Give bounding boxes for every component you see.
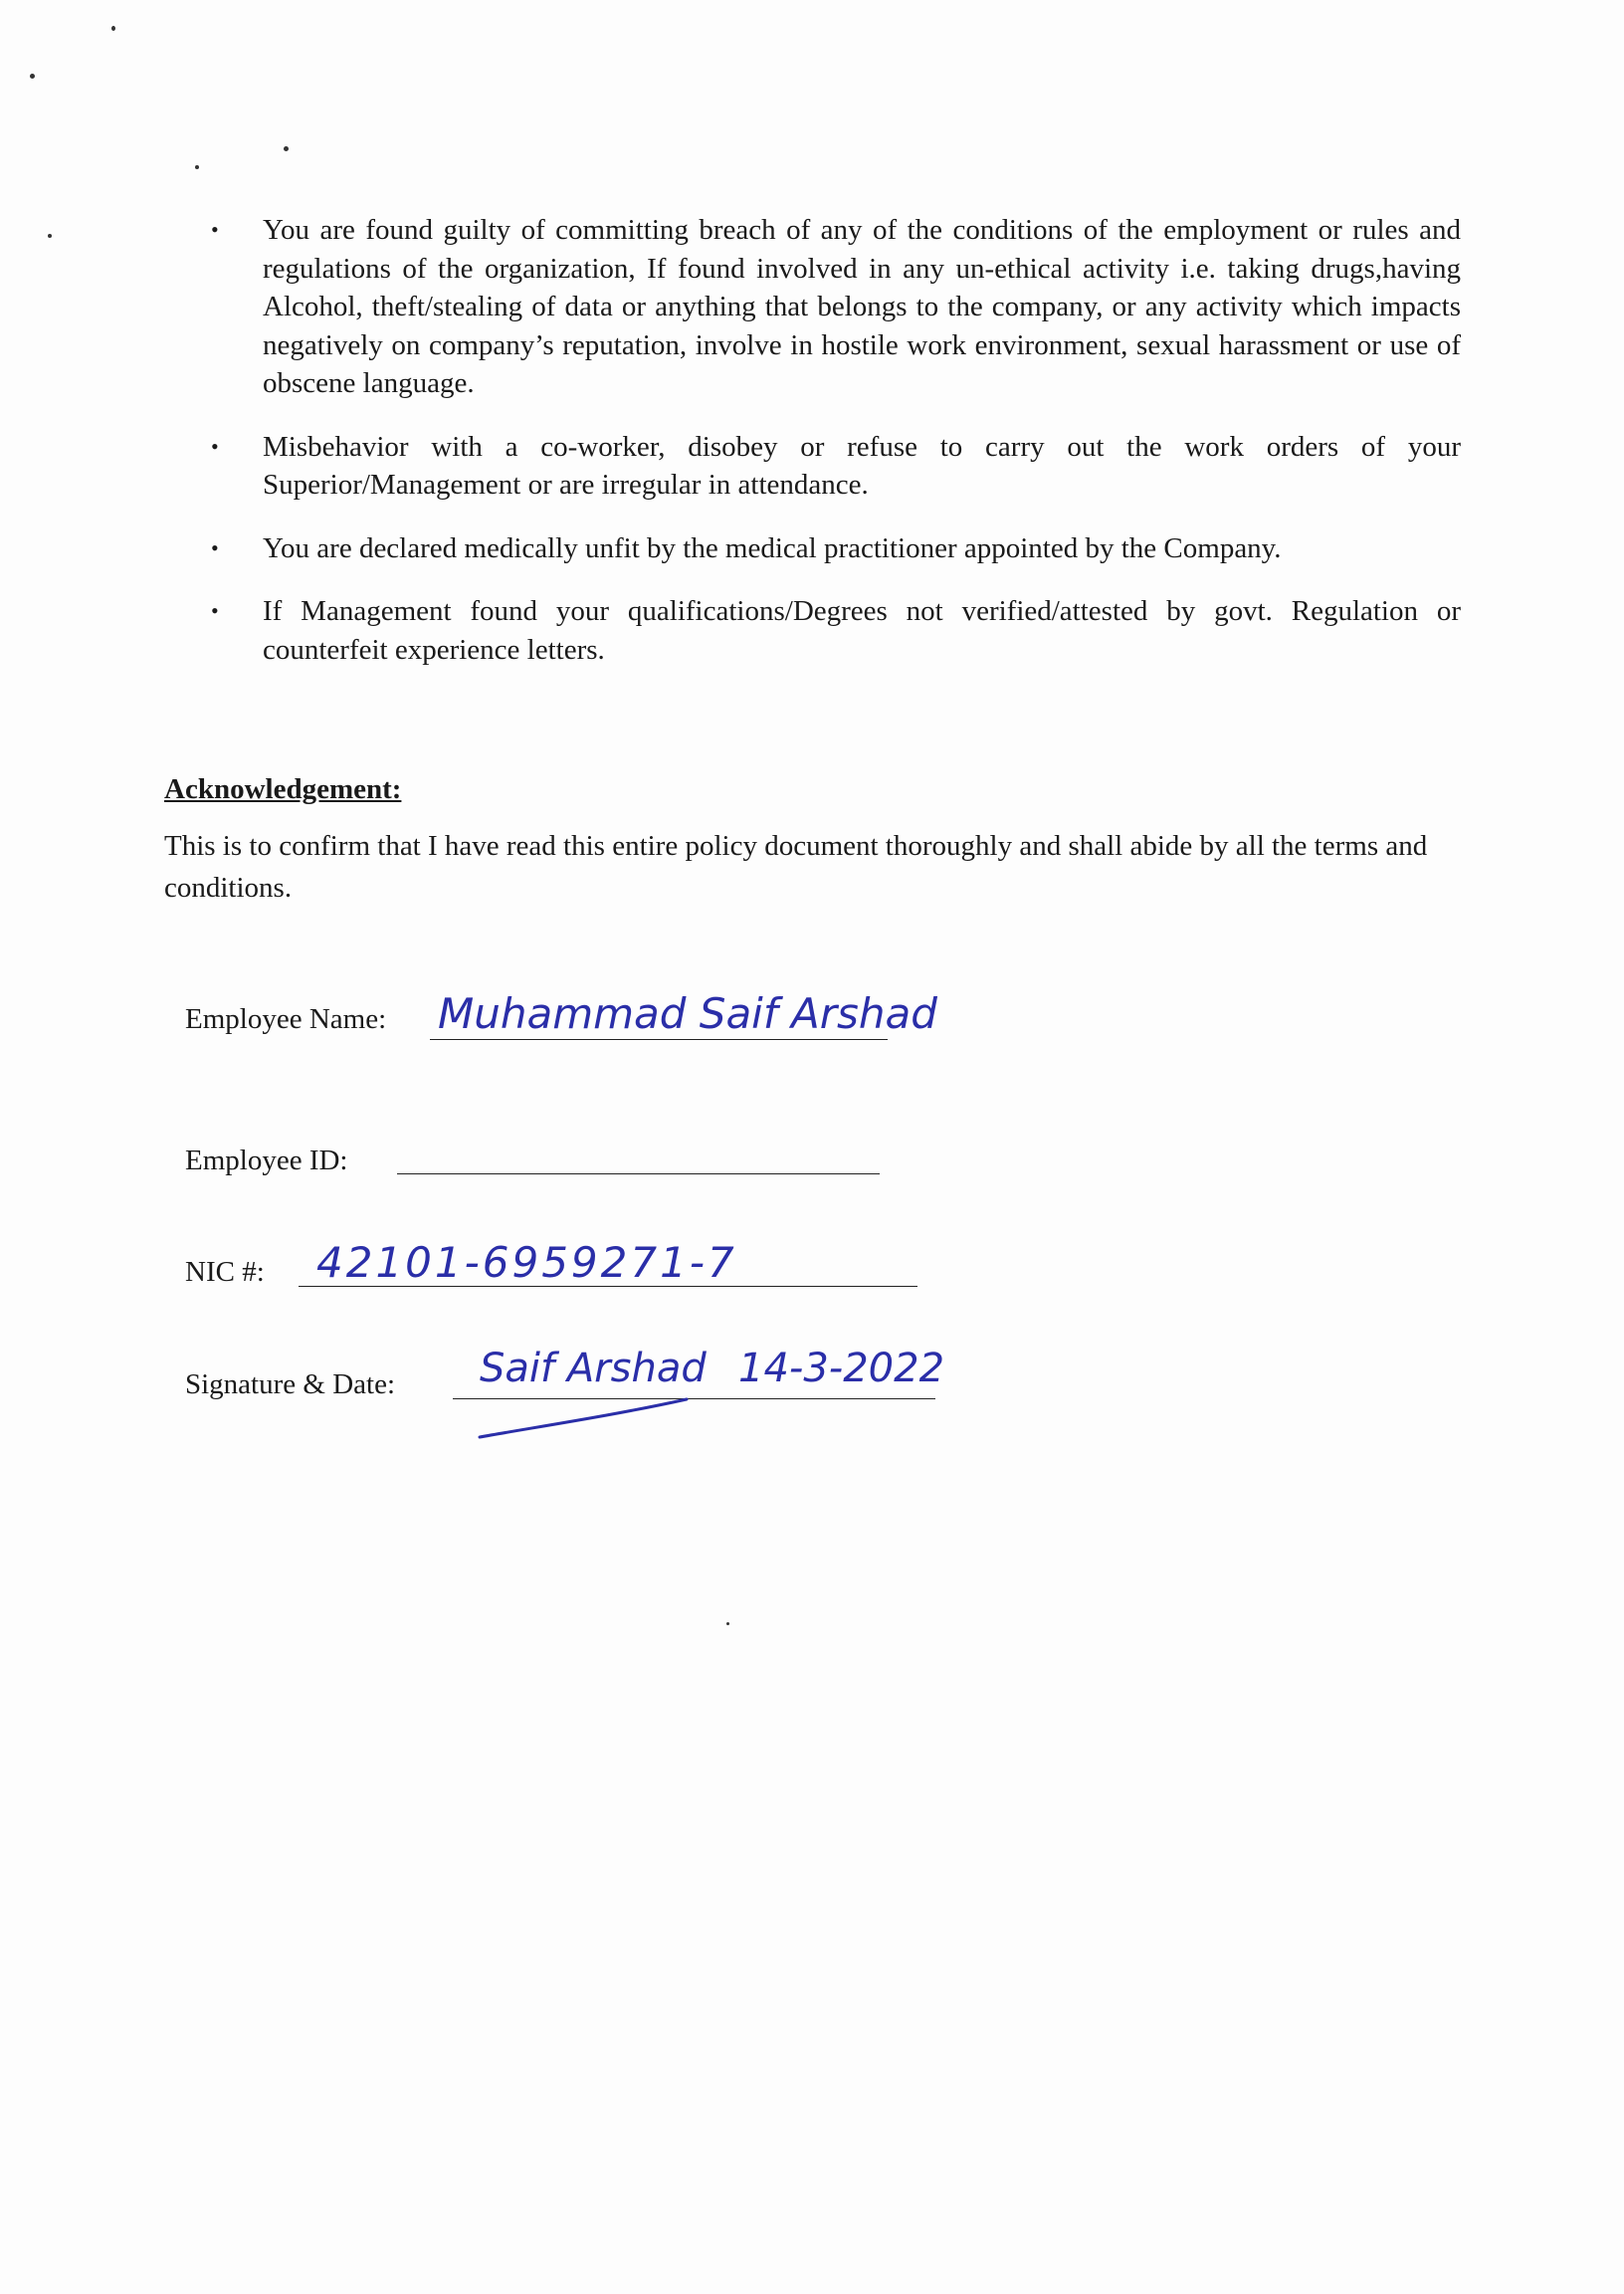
- list-item: [211, 211, 1461, 403]
- scan-speck: [30, 74, 35, 79]
- acknowledgement-text: This is to confirm that I have read this entire policy document thoroughly and shall abide by all the terms and conditions.: [164, 830, 1428, 904]
- scan-speck: [726, 1622, 729, 1625]
- scan-speck: [284, 146, 289, 151]
- employee-name-line: [430, 1039, 888, 1040]
- bullet-icon: •: [211, 534, 219, 560]
- conditions-list: [211, 211, 1461, 694]
- employee-id-label: Employee ID:: [185, 1145, 348, 1176]
- acknowledgement-heading: Acknowledgement:: [164, 773, 402, 805]
- bullet-text: Misbehavior with a co-worker, disobey or refuse to carry out the work orders of your Superior/Management or are irregular in attendance.: [263, 430, 1461, 501]
- scan-speck: [195, 165, 199, 169]
- list-item: [211, 428, 1461, 505]
- bullet-text: You are declared medically unfit by the medical practitioner appointed by the Company.: [263, 531, 1282, 564]
- employee-id-field: [397, 1173, 880, 1174]
- scan-speck: [48, 234, 52, 238]
- signature-date: 14-3-2022: [738, 1346, 945, 1391]
- nic-value: 42101-6959271-7: [316, 1238, 737, 1287]
- employee-name-label: Employee Name:: [185, 1003, 387, 1035]
- nic-label: NIC #:: [185, 1256, 265, 1288]
- list-item: [211, 529, 1461, 568]
- signature-flourish: [476, 1393, 714, 1443]
- list-item: [211, 592, 1461, 669]
- bullet-icon: •: [211, 217, 219, 242]
- bullet-text: You are found guilty of committing breach of any of the conditions of the employment or rules and regulations of the organization, If found involved in any un-ethical activity i.e. taking drugs,having Alcohol, theft/stealing of data or anything that belongs to the company, or any activity which impacts negatively on company’s reputation, involve in hostile work environment, sexual harassment or use of obscene language.: [263, 214, 1461, 399]
- bullet-text: If Management found your qualifications/Degrees not verified/attested by govt. Regulation or counterfeit experience letters.: [263, 595, 1461, 666]
- scan-speck: [111, 26, 115, 31]
- signature-value: Saif Arshad: [480, 1346, 707, 1391]
- bullet-icon: •: [211, 598, 219, 623]
- employee-name-value: Muhammad Saif Arshad: [438, 989, 937, 1038]
- bullet-icon: •: [211, 433, 219, 459]
- signature-label: Signature & Date:: [185, 1368, 396, 1400]
